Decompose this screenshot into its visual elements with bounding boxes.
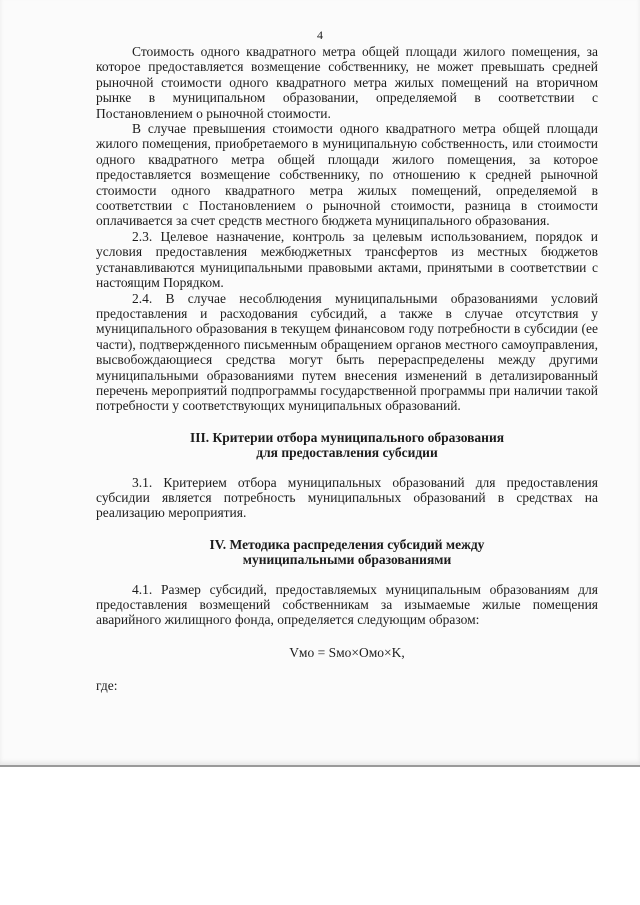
page-content	[96, 44, 598, 694]
paragraph-price-difference: В случае превышения стоимости одного квадратного метра общей площади жилого помещения, приобретаемого в муниципальную собственность, или стоимости одного квадратного метра общей площади жилого помещения, за которое предоставляется возмещение собственнику, по отношению к средней рыночной стоимости одного квадратного метра жилых помещений, определяемой в соответствии с Постановлением о рыночной стоимости, разница в стоимости оплачивается за счет средств местного бюджета муниципального образования.	[96, 121, 598, 229]
paragraph-market-value: Стоимость одного квадратного метра общей площади жилого помещения, за которое предоставляется возмещение собственнику, не может превышать средней рыночной стоимости одного квадратного метра жилых помещений на вторичном рынке в муниципальном образовании, определяемой в соответствии с Постановлением о рыночной стоимости.	[96, 44, 598, 121]
paragraph-3-1: 3.1. Критерием отбора муниципальных образований для предоставления субсидии является потребность муниципальных образований в средствах на реализацию мероприятия.	[96, 474, 598, 521]
formula: Vмо = Sмо×Омо×K,	[289, 644, 405, 660]
section-3-heading-line1: III. Критерии отбора муниципального образования	[189, 429, 505, 445]
where-label: где:	[96, 678, 118, 694]
section-4-heading	[96, 537, 598, 568]
page-number: 4	[317, 28, 323, 42]
section-3-heading	[96, 430, 598, 461]
paragraph-4-1: 4.1. Размер субсидий, предоставляемых муниципальным образованиям для предоставления возмещений собственникам за изымаемые жилые помещения аварийного жилищного фонда, определяется следующим образом:	[96, 581, 598, 628]
section-4-heading-line2: муниципальными образованиями	[242, 552, 452, 568]
section-4-heading-line1: IV. Методика распределения субсидий между	[209, 536, 485, 552]
paragraph-2-4: 2.4. В случае несоблюдения муниципальными образованиями условий предоставления и расходования субсидий, а также в случае отсутствия у муниципального образования в текущем финансовом году потребности в субсидии (ее части), подтвержденного письменным обращением органов местного самоуправления, высвобождающиеся средства могут быть перераспределены между другими муниципальными образованиями путем внесения изменений в детализированный перечень мероприятий подпрограммы государственной программы при наличии такой потребности у соответствующих муниципальных образований.	[96, 290, 598, 414]
section-3-heading-line2: для предоставления субсидии	[256, 445, 438, 461]
paragraph-2-3: 2.3. Целевое назначение, контроль за целевым использованием, порядок и условия предоставления межбюджетных трансфертов из местных бюджетов устанавливаются муниципальными правовыми актами, принятыми в соответствии с настоящим Порядком.	[96, 228, 598, 291]
